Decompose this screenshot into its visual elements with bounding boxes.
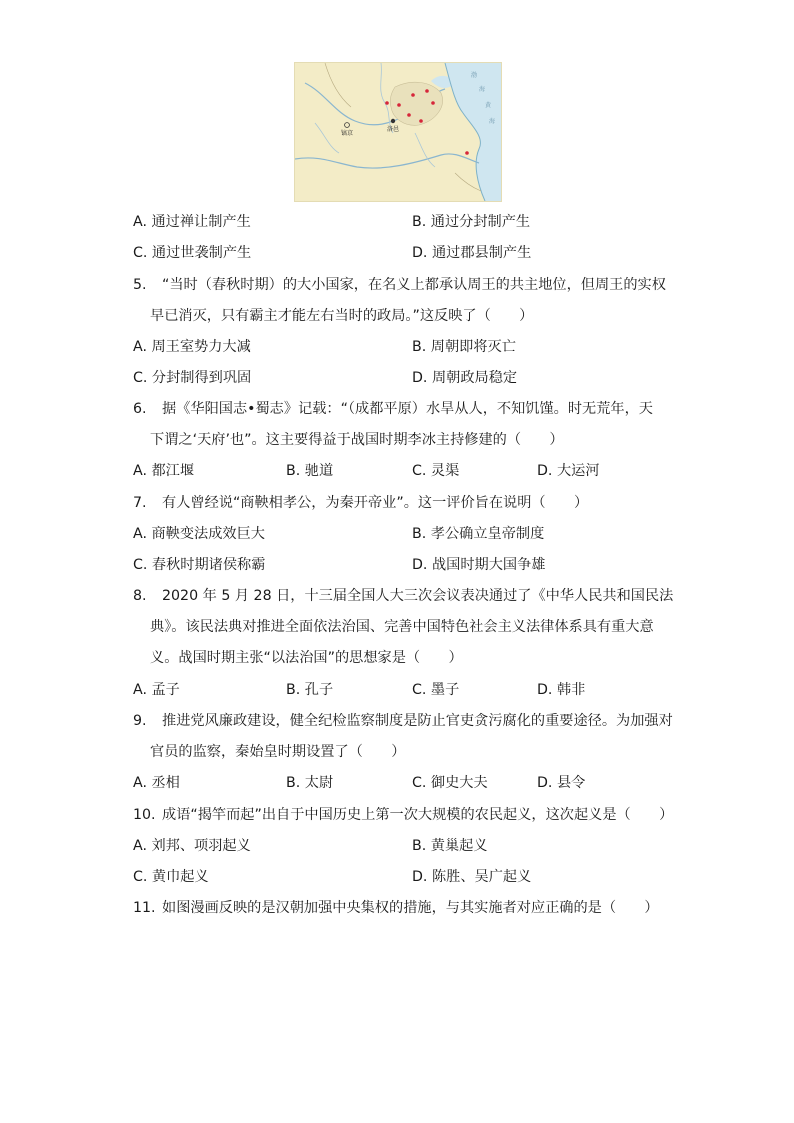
q7-line-1: 有人曾经说“商鞅相孝公，为秦开帝业”。这一评价旨在说明（ ） (162, 495, 589, 511)
q6-line-1: 据《华阳国志•蜀志》记载：“（成都平原）水旱从人，不知饥馑。时无荒年，天 (162, 401, 653, 417)
q6-option-c[interactable]: C. 灵渠 (412, 463, 460, 479)
q7-number: 7. (133, 495, 147, 511)
q10-line-1: 成语“揭竿而起”出自于中国历史上第一次大规模的农民起义，这次起义是（ ） (162, 807, 674, 823)
map-svg (295, 63, 501, 201)
q6-line-2: 下谓之‘天府’也”。这主要得益于战国时期李冰主持修建的（ ） (150, 432, 564, 448)
q5-number: 5. (133, 277, 147, 293)
q9-line-1: 推进党风廉政建设，健全纪检监察制度是防止官吏贪污腐化的重要途径。为加强对 (162, 713, 673, 729)
q8-option-b[interactable]: B. 孔子 (286, 682, 334, 698)
q8-number: 8. (133, 588, 147, 604)
q10-option-a[interactable]: A. 刘邦、项羽起义 (133, 838, 251, 854)
q8-option-c[interactable]: C. 墨子 (412, 682, 460, 698)
q9-line-2: 官员的监察，秦始皇时期设置了（ ） (150, 744, 406, 760)
q10-option-c[interactable]: C. 黄巾起义 (133, 869, 209, 885)
q7-option-b[interactable]: B. 孝公确立皇帝制度 (412, 526, 545, 542)
q9-option-d[interactable]: D. 县令 (537, 775, 586, 791)
q8-option-a[interactable]: A. 孟子 (133, 682, 180, 698)
q5-option-d[interactable]: D. 周朝政局稳定 (412, 370, 518, 386)
q9-option-a[interactable]: A. 丞相 (133, 775, 180, 791)
q8-line-1: 2020 年 5 月 28 日，十三届全国人大三次会议表决通过了《中华人民共和国民法 (162, 588, 674, 604)
q4-option-d[interactable]: D. 通过郡县制产生 (412, 245, 532, 261)
sea-label-4: 海 (489, 118, 496, 125)
q5-option-c[interactable]: C. 分封制得到巩固 (133, 370, 252, 386)
map-label-luoyi: 洛邑 (387, 126, 400, 133)
q8-line-2: 典》。该民法典对推进全面依法治国、完善中国特色社会主义法律体系具有重大意 (150, 619, 654, 635)
q6-option-a[interactable]: A. 都江堰 (133, 463, 195, 479)
sea-label-1: 渤 (471, 72, 478, 79)
q4-option-c[interactable]: C. 通过世袭制产生 (133, 245, 252, 261)
q7-option-d[interactable]: D. 战国时期大国争雄 (412, 557, 546, 573)
q8-line-3: 义。战国时期主张“以法治国”的思想家是（ ） (150, 650, 463, 666)
q9-option-c[interactable]: C. 御史大夫 (412, 775, 488, 791)
q5-option-b[interactable]: B. 周朝即将灭亡 (412, 339, 516, 355)
q6-number: 6. (133, 401, 147, 417)
q10-option-b[interactable]: B. 黄巢起义 (412, 838, 488, 854)
q9-number: 9. (133, 713, 147, 729)
q11-number: 11. (133, 900, 156, 916)
q5-line-1: “当时（春秋时期）的大小国家，在名义上都承认周王的共主地位，但周王的实权 (162, 277, 666, 293)
q5-line-2: 早已消灭，只有霸主才能左右当时的政局。”这反映了（ ） (150, 308, 534, 324)
q4-option-a[interactable]: A. 通过禅让制产生 (133, 214, 251, 230)
q6-option-b[interactable]: B. 驰道 (286, 463, 334, 479)
q4-option-b[interactable]: B. 通过分封制产生 (412, 214, 531, 230)
q10-number: 10. (133, 807, 156, 823)
q11-line-1: 如图漫画反映的是汉朝加强中央集权的措施，与其实施者对应正确的是（ ） (162, 900, 659, 916)
q7-option-a[interactable]: A. 商鞅变法成效巨大 (133, 526, 265, 542)
q8-option-d[interactable]: D. 韩非 (537, 682, 586, 698)
map-figure (294, 62, 502, 202)
sea-label-3: 黄 (485, 102, 492, 109)
q7-option-c[interactable]: C. 春秋时期诸侯称霸 (133, 557, 266, 573)
q6-option-d[interactable]: D. 大运河 (537, 463, 600, 479)
q9-option-b[interactable]: B. 太尉 (286, 775, 334, 791)
q5-option-a[interactable]: A. 周王室势力大减 (133, 339, 251, 355)
sea-label-2: 海 (479, 86, 486, 93)
q10-option-d[interactable]: D. 陈胜、吴广起义 (412, 869, 532, 885)
map-label-haojing: 镐京 (341, 130, 354, 137)
